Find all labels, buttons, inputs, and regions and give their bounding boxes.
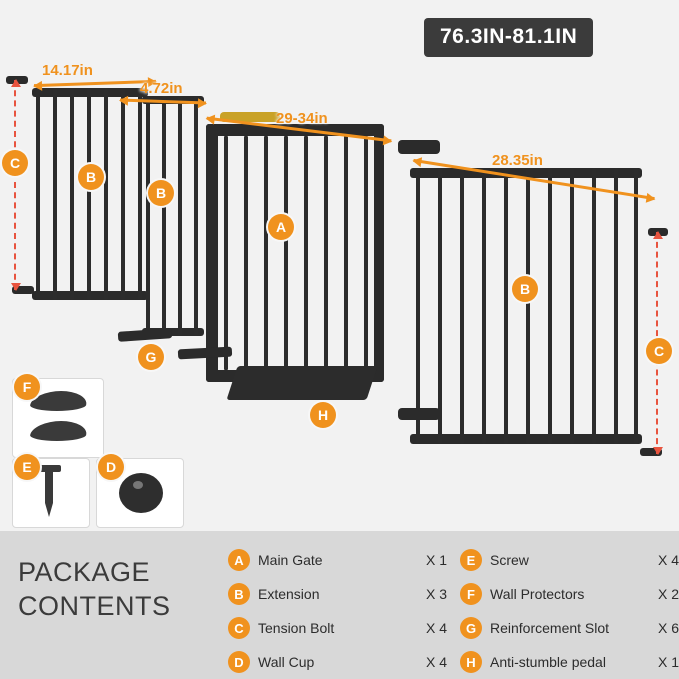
legend-letter-h: H [460, 651, 482, 673]
legend-name-f: Wall Protectors [490, 586, 585, 602]
callout-b-ext1: B [78, 164, 104, 190]
dimension-label-ext-left-2: 4.72in [140, 80, 183, 97]
legend-qty-f: X 2 [658, 586, 679, 602]
legend-qty-g: X 6 [658, 620, 679, 636]
screw-head [37, 465, 61, 472]
anti-stumble-pedal [226, 366, 377, 400]
gate-right-stile [374, 124, 384, 382]
legend-letter-d: D [228, 651, 250, 673]
legend-name-g: Reinforcement Slot [490, 620, 610, 636]
package-contents-title [18, 555, 171, 623]
legend-name-b: Extension [258, 586, 320, 602]
legend-qty-h: X 1 [658, 654, 679, 670]
wall-cup-shape [119, 473, 163, 513]
panel-bars [142, 96, 204, 336]
reinforcement-slot-1 [118, 328, 173, 342]
dimension-line-ext-left-1 [34, 80, 156, 87]
legend-item [460, 645, 679, 679]
legend-item [228, 645, 460, 679]
callout-h-pedal: H [310, 402, 336, 428]
callout-c-right: C [646, 338, 672, 364]
extension-panel-right [410, 168, 642, 444]
legend-column-2 [460, 543, 679, 679]
legend-qty-a: X 1 [426, 552, 448, 568]
callout-b-right: B [512, 276, 538, 302]
legend-name-h: Anti-stumble pedal [490, 654, 606, 670]
panel-bars [32, 88, 148, 300]
dimension-label-ext-right: 28.35in [492, 152, 543, 169]
callout-g-slot: G [138, 344, 164, 370]
legend-letter-g: G [460, 617, 482, 639]
reinforcement-slot-4 [398, 408, 440, 420]
extension-panel-left-1 [32, 88, 148, 300]
legend-name-c: Tension Bolt [258, 620, 335, 636]
package-contents-panel [0, 531, 679, 679]
legend-qty-c: X 4 [426, 620, 448, 636]
size-range-badge: 76.3IN-81.1IN [424, 18, 593, 57]
gate-left-stile [206, 124, 218, 382]
package-title-line1: PACKAGE [18, 557, 151, 587]
callout-b-ext2: B [148, 180, 174, 206]
dimension-label-main-gate: 29-34in [276, 110, 328, 127]
legend-name-d: Wall Cup [258, 654, 315, 670]
callout-f-protector: F [14, 374, 40, 400]
callout-c-left: C [2, 150, 28, 176]
legend-column-1 [228, 543, 460, 679]
legend-item [228, 577, 460, 611]
legend-item [228, 543, 460, 577]
tension-indicator-left [14, 80, 16, 290]
legend-letter-e: E [460, 549, 482, 571]
legend-qty-b: X 3 [426, 586, 448, 602]
extension-panel-left-2 [142, 96, 204, 336]
legend-qty-e: X 4 [658, 552, 679, 568]
legend-item [228, 611, 460, 645]
legend-letter-c: C [228, 617, 250, 639]
legend-qty-d: X 4 [426, 654, 448, 670]
legend-item [460, 577, 679, 611]
main-gate-panel [206, 124, 384, 382]
legend-letter-b: B [228, 583, 250, 605]
package-title-line2: CONTENTS [18, 591, 171, 621]
callout-a-main: A [268, 214, 294, 240]
legend-name-a: Main Gate [258, 552, 323, 568]
panel-bars [410, 168, 642, 444]
legend-letter-f: F [460, 583, 482, 605]
dimension-label-ext-left-1: 14.17in [42, 62, 93, 79]
callout-e-screw: E [14, 454, 40, 480]
callout-d-wallcup: D [98, 454, 124, 480]
wall-protector-shape-2 [29, 421, 89, 441]
legend-letter-a: A [228, 549, 250, 571]
reinforcement-slot-3 [398, 140, 440, 154]
legend-name-e: Screw [490, 552, 529, 568]
screw-shape [45, 467, 53, 517]
gate-bars [222, 136, 370, 370]
legend-item [460, 543, 679, 577]
wall-cup-highlight [133, 481, 143, 489]
legend-item [460, 611, 679, 645]
